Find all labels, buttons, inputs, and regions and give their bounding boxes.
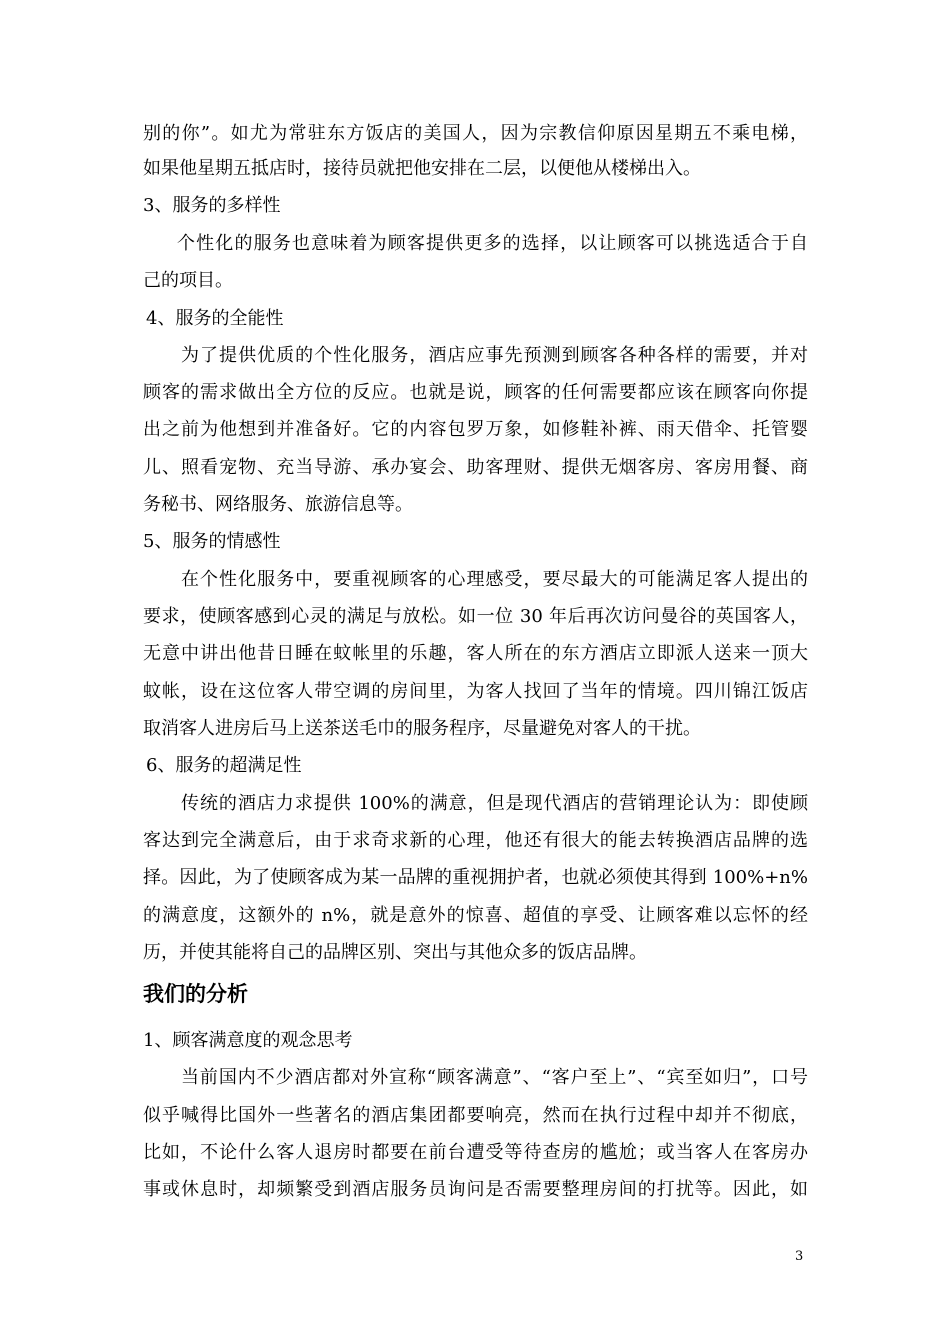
body-line: 己的项目。 bbox=[143, 270, 233, 291]
body-line: 蚊帐，设在这位客人带空调的房间里，为客人找回了当年的情境。四川锦江饭店 bbox=[143, 681, 808, 702]
body-line: 传统的酒店力求提供 100%的满意，但是现代酒店的营销理论认为：即使顾 bbox=[181, 793, 808, 814]
body-line: 事或休息时，却频繁受到酒店服务员询问是否需要整理房间的打扰等。因此，如 bbox=[143, 1179, 808, 1200]
section-heading: 5、服务的情感性 bbox=[143, 531, 281, 552]
body-line: 历，并使其能将自己的品牌区别、突出与其他众多的饭店品牌。 bbox=[143, 942, 647, 963]
body-line: 为了提供优质的个性化服务，酒店应事先预测到顾客各种各样的需要，并对 bbox=[181, 345, 808, 366]
body-line: 无意中讲出他昔日睡在蚊帐里的乐趣，客人所在的东方酒店立即派人送来一顶大 bbox=[143, 643, 808, 664]
body-line: 如果他星期五抵店时，接待员就把他安排在二层，以便他从楼梯出入。 bbox=[143, 158, 701, 179]
page-number: 3 bbox=[795, 1249, 804, 1264]
analysis-heading: 我们的分析 bbox=[143, 981, 248, 1006]
body-line: 似乎喊得比国外一些著名的酒店集团都要响亮，然而在执行过程中却并不彻底， bbox=[143, 1105, 808, 1126]
section-heading: 6、服务的超满足性 bbox=[146, 755, 302, 776]
body-line: 比如，不论什么客人退房时都要在前台遭受等待查房的尴尬；或当客人在客房办 bbox=[143, 1142, 808, 1163]
body-line: 取消客人进房后马上送茶送毛巾的服务程序，尽量避免对客人的干扰。 bbox=[143, 718, 701, 739]
body-line: 择。因此，为了使顾客成为某一品牌的重视拥护者，也就必须使其得到 100%+n% bbox=[143, 867, 808, 888]
body-line: 要求，使顾客感到心灵的满足与放松。如一位 30 年后再次访问曼谷的英国客人， bbox=[143, 606, 808, 627]
section-heading: 4、服务的全能性 bbox=[146, 308, 284, 329]
body-line: 出之前为他想到并准备好。它的内容包罗万象，如修鞋补裤、雨天借伞、托管婴 bbox=[143, 419, 808, 440]
section-heading: 1、顾客满意度的观念思考 bbox=[143, 1030, 353, 1051]
section-heading: 3、服务的多样性 bbox=[143, 195, 281, 216]
body-line: 的满意度，这额外的 n%，就是意外的惊喜、超值的享受、让顾客难以忘怀的经 bbox=[143, 905, 808, 926]
body-line: 儿、照看宠物、充当导游、承办宴会、助客理财、提供无烟客房、客房用餐、商 bbox=[143, 457, 808, 478]
body-line: 当前国内不少酒店都对外宣称“顾客满意”、“客户至上”、“宾至如归”，口号 bbox=[181, 1067, 808, 1088]
body-line: 顾客的需求做出全方位的反应。也就是说，顾客的任何需要都应该在顾客向你提 bbox=[143, 382, 808, 403]
body-line: 别的你”。如尤为常驻东方饭店的美国人，因为宗教信仰原因星期五不乘电梯， bbox=[143, 123, 808, 144]
body-line: 个性化的服务也意味着为顾客提供更多的选择，以让顾客可以挑选适合于自 bbox=[177, 233, 808, 254]
body-line: 客达到完全满意后，由于求奇求新的心理，他还有很大的能去转换酒店品牌的选 bbox=[143, 830, 808, 851]
body-line: 务秘书、网络服务、旅游信息等。 bbox=[143, 494, 413, 515]
body-line: 在个性化服务中，要重视顾客的心理感受，要尽最大的可能满足客人提出的 bbox=[181, 569, 808, 590]
